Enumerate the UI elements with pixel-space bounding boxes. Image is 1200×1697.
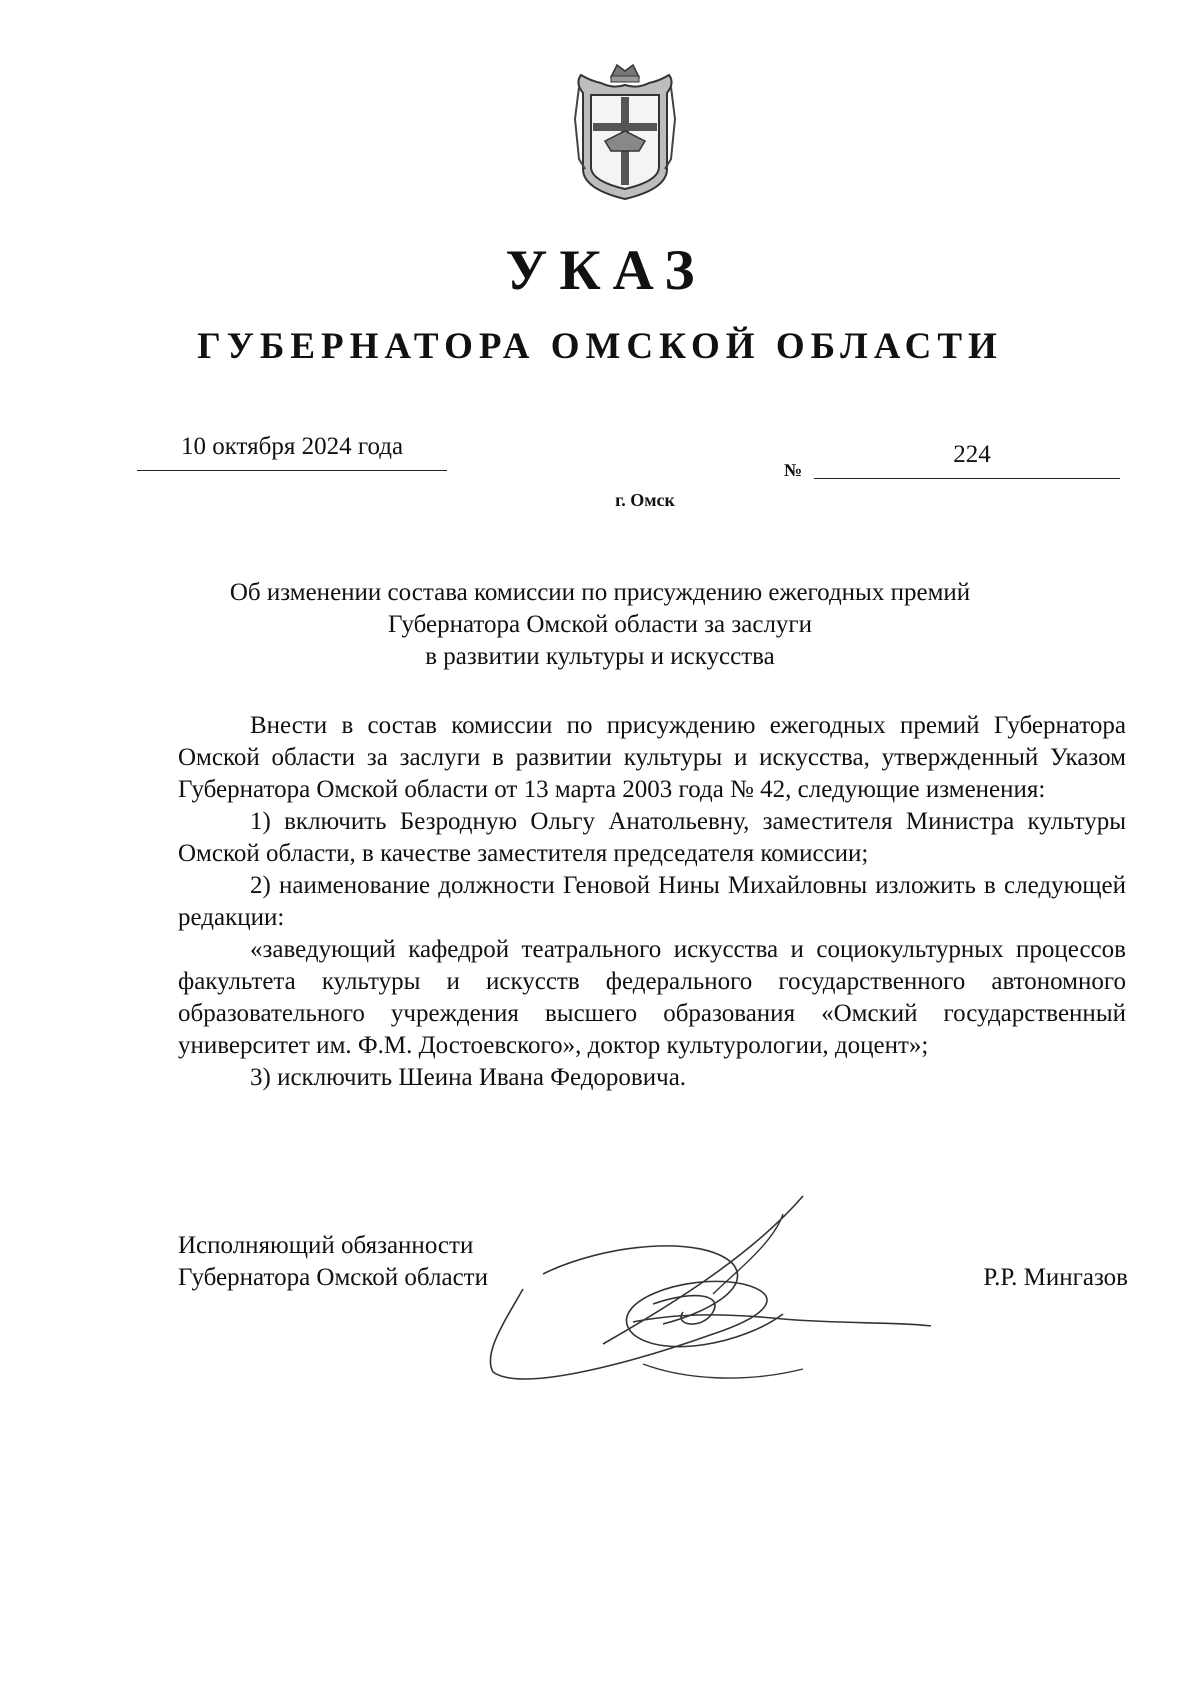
number-sign: № [784, 460, 803, 480]
signatory-name: Р.Р. Мингазов [983, 1264, 1128, 1291]
decree-number-block [784, 440, 1120, 480]
body-intro-paragraph: Внести в состав комиссии по присуждению ежегодных премий Губернатора Омской области за заслуги в развитии культуры и искусства, утвержденный Указом Губернатора Омской области от 13 марта 2003 года № 42, следующие изменения: [178, 712, 1126, 803]
document-title: УКАЗ [505, 239, 707, 302]
body-item-3: 3) исключить Шеина Ивана Федоровича. [250, 1064, 687, 1091]
body-item-2: 2) наименование должности Геновой Нины Михайловны изложить в следующей редакции: [178, 872, 1126, 931]
decree-number: 224 [953, 441, 991, 468]
handwritten-signature [483, 1194, 933, 1394]
signature-block [178, 1230, 1128, 1390]
decree-body [178, 710, 1126, 1094]
heading-line: Об изменении состава комиссии по присуждению ежегодных премий [229, 579, 971, 606]
heading-line: Губернатора Омской области за заслуги [387, 611, 813, 638]
city-label: г. Омск [615, 490, 675, 510]
signatory-position [178, 1230, 488, 1294]
decree-date: 10 октября 2024 года [180, 433, 404, 460]
decree-heading [150, 577, 1050, 673]
signatory-position-line: Губернатора Омской области [178, 1264, 488, 1291]
heading-line: в развитии культуры и искусства [425, 643, 775, 670]
body-quote: «заведующий кафедрой театрального искусства и социокультурных процессов факультета культуры и искусств федерального государственного автономного образовательного учреждения высшего образования «Омский государственный университет им. Ф.М. Достоевского», доктор культурологии, доцент»; [178, 936, 1126, 1059]
decree-date-block [137, 432, 447, 471]
coat-of-arms-icon [571, 59, 679, 202]
number-underline [814, 478, 1120, 479]
document-subtitle: ГУБЕРНАТОРА ОМСКОЙ ОБЛАСТИ [197, 326, 1003, 367]
date-underline [137, 470, 447, 471]
signatory-position-line: Исполняющий обязанности [178, 1232, 474, 1259]
body-item-1: 1) включить Безродную Ольгу Анатольевну, заместителя Министра культуры Омской области, в качестве заместителя председателя комиссии; [178, 808, 1126, 867]
